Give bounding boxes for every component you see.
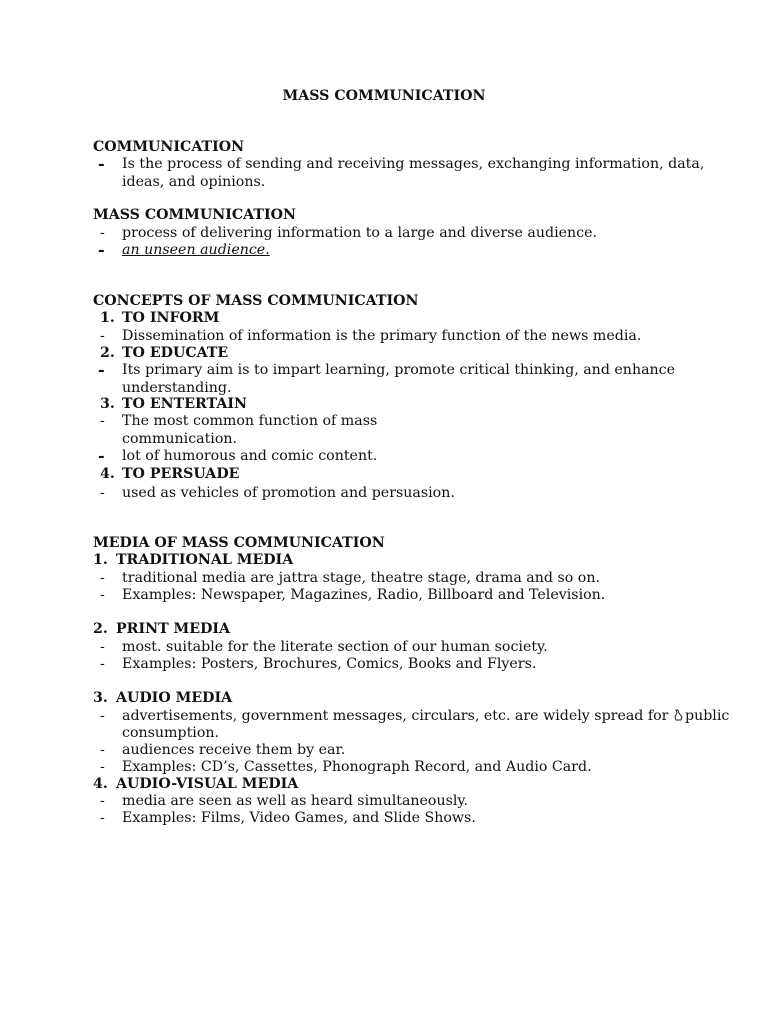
audio-media-text-1	[122, 708, 729, 725]
audio-media-text-2: audiences receive them by ear.	[122, 742, 346, 758]
audio-media-text-1-continued: consumption.	[122, 725, 220, 741]
mass-communication-heading: MASS COMMUNICATION	[93, 207, 296, 223]
bullet-dash: -	[100, 225, 105, 241]
bullet-dash: -	[100, 742, 105, 758]
bullet-dash: -	[98, 360, 105, 379]
bullet-dash: -	[100, 328, 105, 344]
list-number: 1.	[100, 310, 115, 326]
list-number: 3.	[93, 690, 108, 706]
bullet-dash: -	[100, 570, 105, 586]
traditional-media-text-1: traditional media are jattra stage, theatre stage, drama and so on.	[122, 570, 600, 586]
bullet-dash: -	[100, 810, 105, 826]
list-number: 2.	[93, 621, 108, 637]
audio-visual-media-heading: AUDIO-VISUAL MEDIA	[116, 776, 299, 792]
mass-communication-item-1: process of delivering information to a large and diverse audience.	[122, 225, 597, 241]
print-media-text-1: most. suitable for the literate section of our human society.	[122, 639, 548, 655]
bullet-dash: -	[100, 656, 105, 672]
pen-icon	[673, 709, 684, 721]
concept-educate-text-line-2: understanding.	[122, 380, 232, 396]
audio-media-text-3: Examples: CD’s, Cassettes, Phonograph Record, and Audio Card.	[122, 759, 592, 775]
concept-educate-heading: TO EDUCATE	[122, 345, 229, 361]
media-heading: MEDIA OF MASS COMMUNICATION	[93, 535, 385, 551]
bullet-dash: -	[100, 485, 105, 501]
bullet-dash: -	[100, 793, 105, 809]
audio-media-text-1-main: advertisements, government messages, circulars, etc. are widely spread for	[122, 708, 669, 724]
print-media-heading: PRINT MEDIA	[116, 621, 231, 637]
bullet-dash: -	[100, 413, 105, 429]
audio-media-heading: AUDIO MEDIA	[116, 690, 233, 706]
audio-visual-media-text-1: media are seen as well as heard simultaneously.	[122, 793, 469, 809]
list-number: 1.	[93, 552, 108, 568]
concept-educate-text-line-1: Its primary aim is to impart learning, promote critical thinking, and enhance	[122, 362, 676, 378]
bullet-dash: -	[100, 708, 105, 724]
communication-definition-line-1: Is the process of sending and receiving messages, exchanging information, data,	[122, 156, 705, 172]
list-number: 2.	[100, 345, 115, 361]
traditional-media-text-2: Examples: Newspaper, Magazines, Radio, Billboard and Television.	[122, 587, 606, 603]
concept-entertain-text-line-2: communication.	[122, 431, 238, 447]
bullet-dash: -	[100, 759, 105, 775]
concept-entertain-text-line-1: The most common function of mass	[122, 413, 378, 429]
bullet-dash: -	[100, 587, 105, 603]
list-number: 4.	[100, 466, 115, 482]
audio-media-text-1-tail: public	[684, 708, 730, 724]
concepts-heading: CONCEPTS OF MASS COMMUNICATION	[93, 293, 419, 309]
bullet-dash: -	[98, 240, 105, 259]
audio-visual-media-text-2: Examples: Films, Video Games, and Slide Shows.	[122, 810, 476, 826]
list-number: 4.	[93, 776, 108, 792]
list-number: 3.	[100, 396, 115, 412]
print-media-text-2: Examples: Posters, Brochures, Comics, Books and Flyers.	[122, 656, 537, 672]
bullet-dash: -	[98, 154, 105, 173]
communication-heading: COMMUNICATION	[93, 139, 245, 155]
concept-inform-text: Dissemination of information is the primary function of the news media.	[122, 328, 642, 344]
traditional-media-heading: TRADITIONAL MEDIA	[116, 552, 294, 568]
concept-persuade-heading: TO PERSUADE	[122, 466, 240, 482]
concept-entertain-text-line-3: lot of humorous and comic content.	[122, 448, 378, 464]
concept-inform-heading: TO INFORM	[122, 310, 220, 326]
concept-persuade-text: used as vehicles of promotion and persuasion.	[122, 485, 455, 501]
communication-definition-line-2: ideas, and opinions.	[122, 174, 266, 190]
concept-entertain-heading: TO ENTERTAIN	[122, 396, 247, 412]
bullet-dash: -	[98, 446, 105, 465]
bullet-dash: -	[100, 639, 105, 655]
mass-communication-item-2: an unseen audience.	[122, 242, 270, 258]
document-title: MASS COMMUNICATION	[282, 88, 486, 104]
